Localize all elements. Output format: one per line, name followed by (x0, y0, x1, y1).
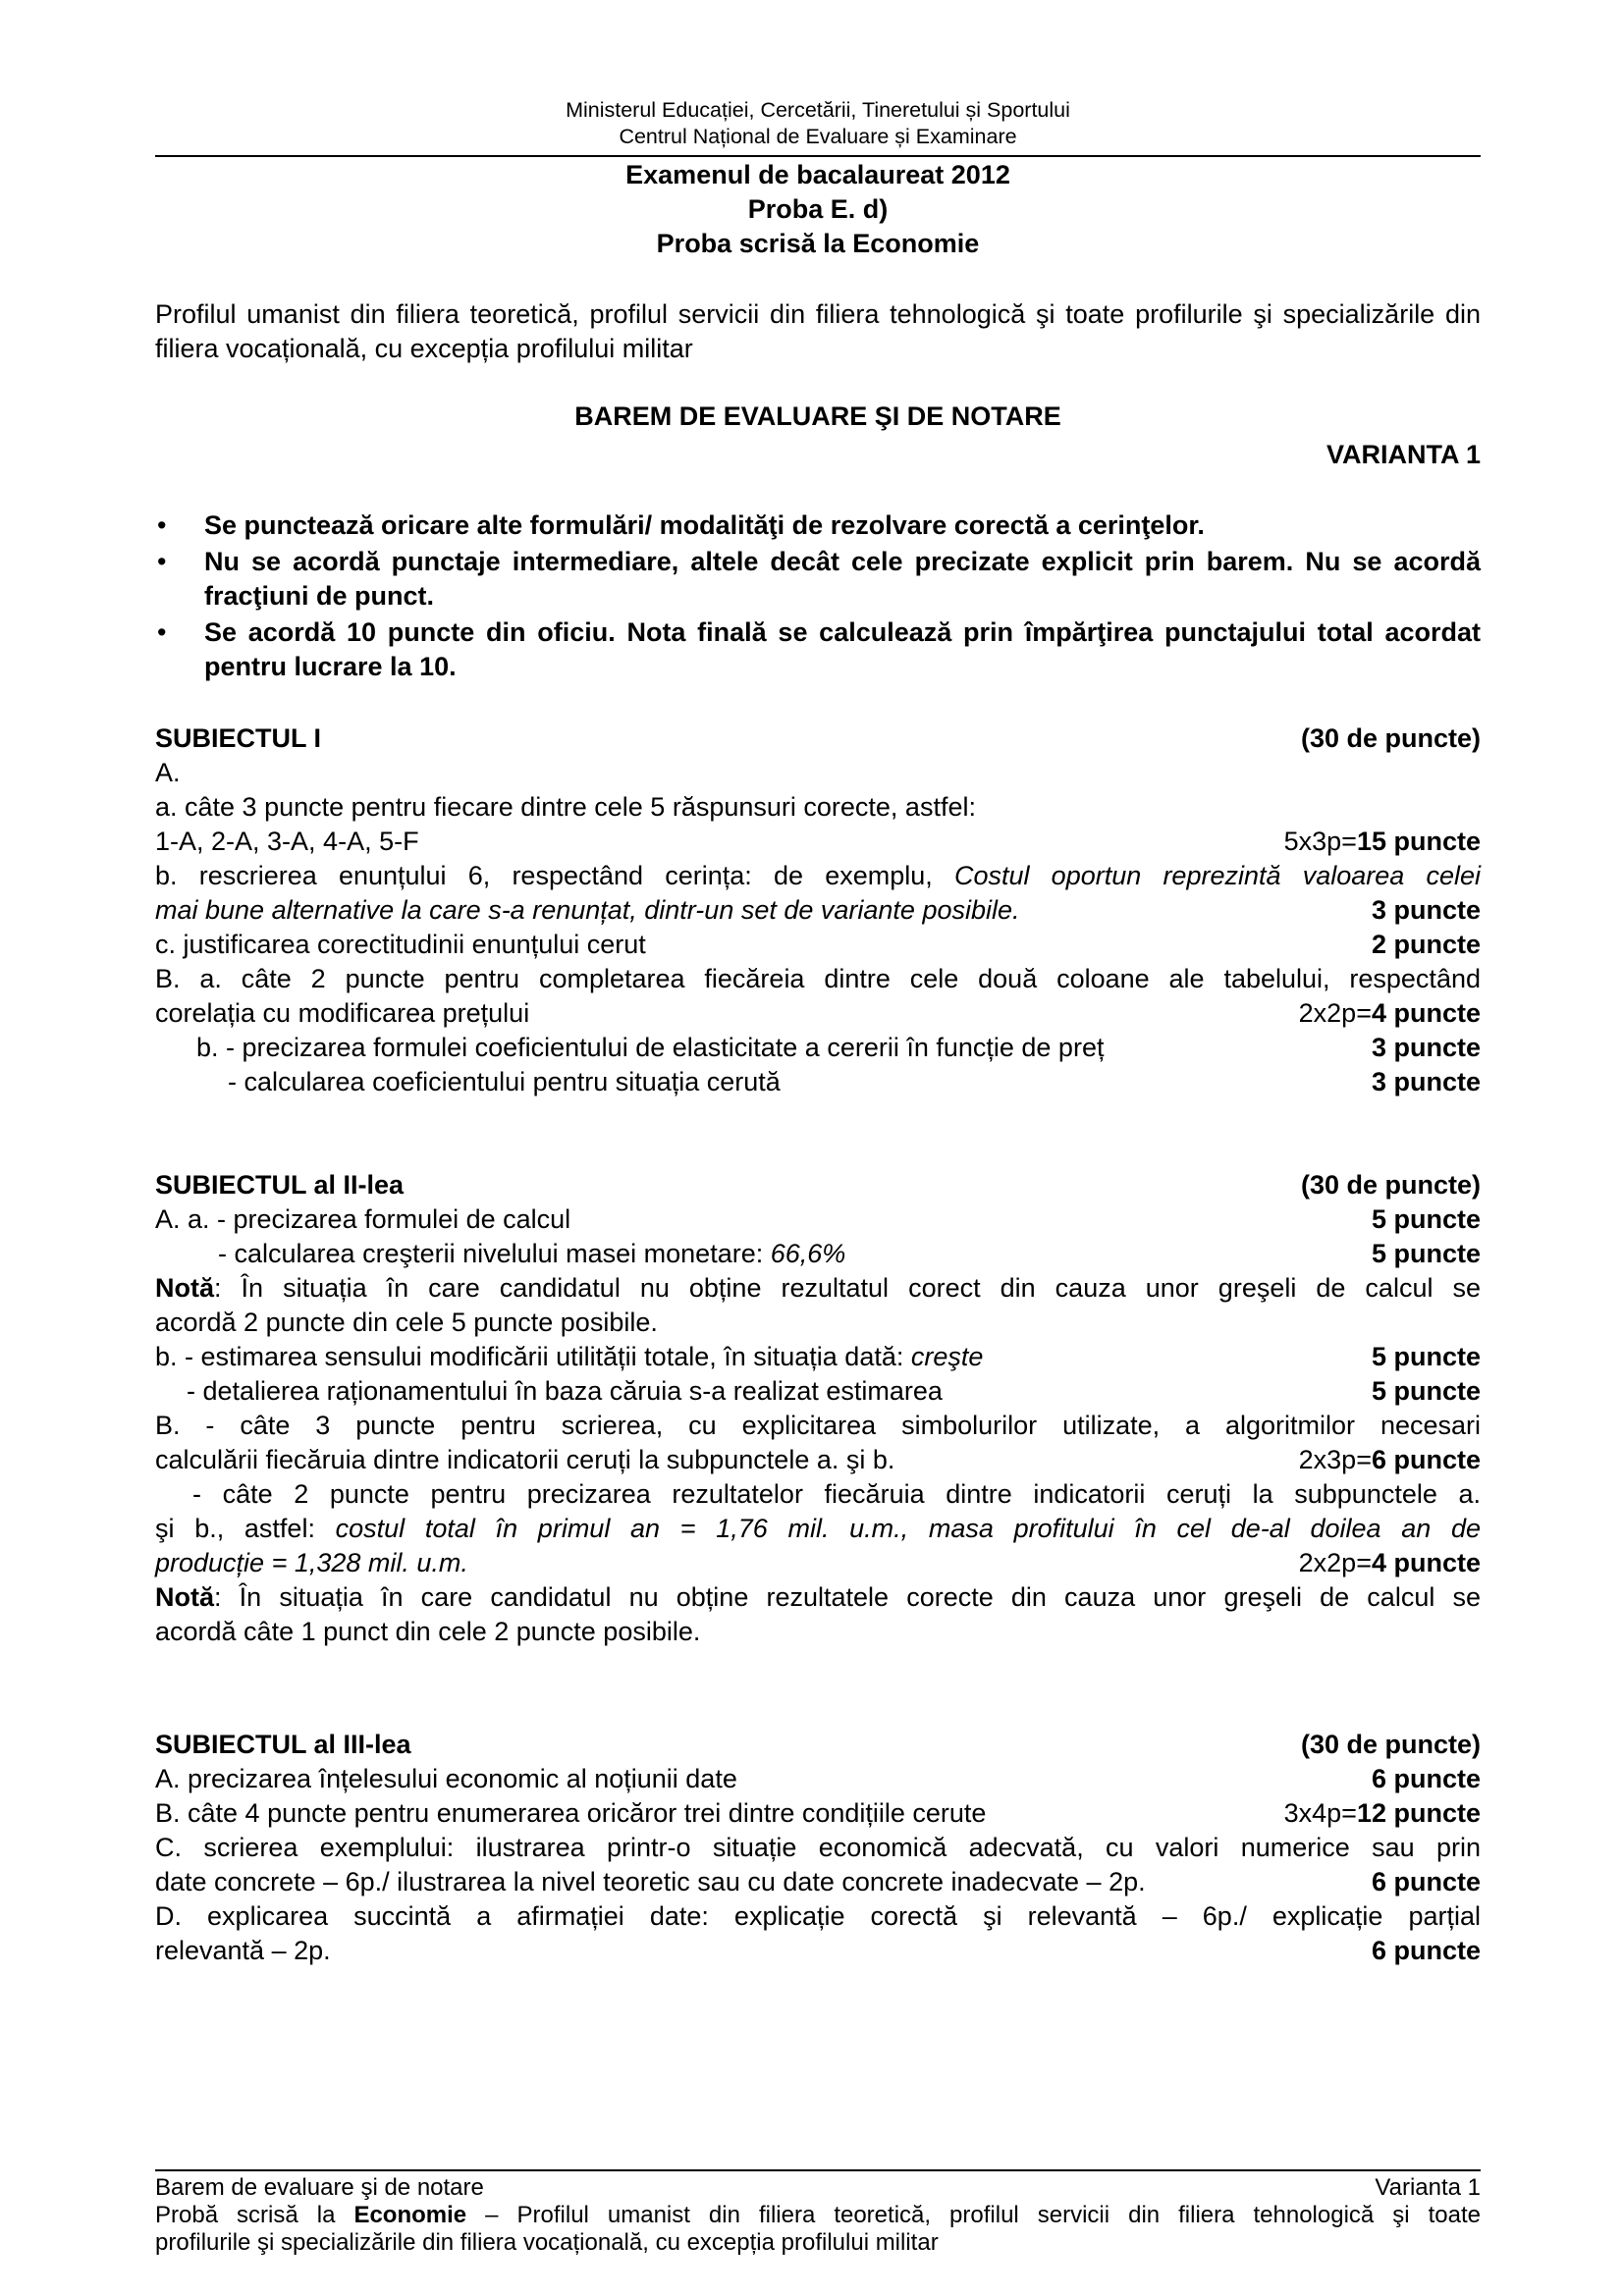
s2-B-line1: B. - câte 3 puncte pentru scrierea, cu explicitarea simbolurilor utilizate, a algoritmilor necesari (155, 1411, 1481, 1440)
ministry-line: Ministerul Educației, Cercetării, Tineretului și Sportului (566, 98, 1070, 122)
bullet-text: Nu se acordă punctaje intermediare, altele decât cele precizate explicit prin barem. Nu se acordă fracţiuni de punct. (204, 547, 1481, 611)
points: 5 puncte (1371, 1204, 1481, 1234)
section-1-heading (155, 721, 1481, 756)
answers-points: 5x3p=15 puncte (1283, 827, 1481, 856)
footer-line3: profilurile şi specializările din filiera vocațională, cu excepția profilului militar (155, 2229, 939, 2256)
points: 3 puncte (1371, 1067, 1481, 1096)
bullet-dot-icon: • (157, 510, 167, 540)
s2-B-line2: calculării fiecăruia dintre indicatorii ceruți la subpunctele a. şi b. 2x3p=6 puncte (155, 1443, 1481, 1477)
s1-b-line2: mai bune alternative la care s-a renunțat, dintr-un set de variante posibile. 3 puncte (155, 893, 1481, 928)
s3-C-line1: C. scrierea exemplului: ilustrarea printr-o situație economică adecvată, cu valori numerice sau prin (155, 1833, 1481, 1862)
points: 2x2p=4 puncte (1298, 998, 1481, 1028)
section-points: (30 de puncte) (1300, 1730, 1481, 1759)
s2-aa1: A. a. - precizarea formulei de calcul 5 puncte (155, 1202, 1481, 1237)
s2-B2-line3: producție = 1,328 mil. u.m. 2x2p=4 puncte (155, 1546, 1481, 1580)
points: 3 puncte (1371, 895, 1481, 925)
header-divider (155, 155, 1481, 157)
section-3-heading (155, 1728, 1481, 1762)
s1-a-line: a. câte 3 puncte pentru fiecare dintre cele 5 răspunsuri corecte, astfel: (155, 792, 976, 822)
barem-title: BAREM DE EVALUARE ŞI DE NOTARE (574, 401, 1061, 431)
varianta-label: VARIANTA 1 (1325, 440, 1481, 469)
s1-answers-row (155, 825, 1481, 859)
profile-text: Profilul umanist din filiera teoretică, profilul servicii din filiera tehnologică şi toate profilurile şi specializările din filiera vocațională, cu excepția profilului militar (155, 299, 1481, 363)
points: 5 puncte (1371, 1376, 1481, 1406)
s1-bb-line2: - calcularea coeficientului pentru situația cerută 3 puncte (155, 1065, 1481, 1099)
s1-ba-line2: corelația cu modificarea prețului 2x2p=4 puncte (155, 996, 1481, 1031)
footer-right: Varianta 1 (1375, 2174, 1481, 2201)
points: 6 puncte (1371, 1936, 1481, 1965)
s3-D-line2: relevantă – 2p. 6 puncte (155, 1934, 1481, 1968)
points: 6 puncte (1371, 1764, 1481, 1793)
footer-line2: Probă scrisă la Economie – Profilul umanist din filiera teoretică, profilul servicii din filiera tehnologică şi toate (155, 2202, 1481, 2228)
bullet-text: Se punctează oricare alte formulări/ modalităţi de rezolvare corectă a cerinţelor. (204, 510, 1205, 540)
points: 2x2p=4 puncte (1298, 1548, 1481, 1577)
s2-nota1-line1: Notă: În situația în care candidatul nu obține rezultatul corect din cauza unor greşeli de calcul se (155, 1273, 1481, 1303)
s1-b-line1: b. rescrierea enunțului 6, respectând cerința: de exemplu, Costul oportun reprezintă valoarea celei (155, 861, 1481, 890)
bullet-text: Se acordă 10 puncte din oficiu. Nota finală se calculează prin împărţirea punctajului total acordat pentru lucrare la 10. (204, 617, 1481, 681)
s3-D-line1: D. explicarea succintă a afirmației date: explicație corectă şi relevantă – 6p./ explicație parțial (155, 1901, 1481, 1931)
answers-key: 1-A, 2-A, 3-A, 4-A, 5-F (155, 827, 419, 856)
points: 5 puncte (1371, 1239, 1481, 1268)
s1-bb-line1: b. - precizarea formulei coeficientului de elasticitate a cererii în funcție de preț 3 puncte (155, 1031, 1481, 1065)
section-points: (30 de puncte) (1300, 1170, 1481, 1200)
s2-nota2-line2: acordă câte 1 punct din cele 2 puncte posibile. (155, 1617, 701, 1646)
section-title: SUBIECTUL al II-lea (155, 1170, 405, 1200)
s2-b1: b. - estimarea sensului modificării utilității totale, în situația dată: creşte 5 puncte (155, 1340, 1481, 1374)
points: 6 puncte (1371, 1867, 1481, 1896)
s3-A: A. precizarea înțelesului economic al noțiunii date 6 puncte (155, 1762, 1481, 1796)
section-2-heading (155, 1168, 1481, 1202)
s2-nota1-line2: acordă 2 puncte din cele 5 puncte posibile. (155, 1308, 658, 1337)
footer-line1 (155, 2174, 1481, 2201)
points: 2 puncte (1371, 930, 1481, 959)
proba-scrisa-title: Proba scrisă la Economie (656, 229, 980, 258)
s2-B2-line2: şi b., astfel: costul total în primul an = 1,76 mil. u.m., masa profitului în cel de-al doilea an de (155, 1514, 1481, 1543)
s3-C-line2: date concrete – 6p./ ilustrarea la nivel teoretic sau cu date concrete inadecvate – 2p. 6 puncte (155, 1865, 1481, 1899)
section-title: SUBIECTUL al III-lea (155, 1730, 411, 1759)
section-title: SUBIECTUL I (155, 723, 322, 753)
footer-left: Barem de evaluare şi de notare (155, 2174, 484, 2201)
bullet-item (155, 545, 1481, 614)
points: 3 puncte (1371, 1033, 1481, 1062)
points: 5 puncte (1371, 1342, 1481, 1371)
section-points: (30 de puncte) (1300, 723, 1481, 753)
s2-b2: - detalierea raționamentului în baza căruia s-a realizat estimarea 5 puncte (155, 1374, 1481, 1409)
bullet-dot-icon: • (157, 547, 167, 576)
s2-aa2: - calcularea creşterii nivelului masei monetare: 66,6% 5 puncte (155, 1237, 1481, 1271)
exam-title: Examenul de bacalaureat 2012 (625, 160, 1010, 189)
s2-nota2-line1: Notă: În situația în care candidatul nu obține rezultatele corecte din cauza unor greşeli de calcul se (155, 1582, 1481, 1612)
bullet-item (155, 508, 1481, 543)
s3-B: B. câte 4 puncte pentru enumerarea oricăror trei dintre condițiile cerute 3x4p=12 puncte (155, 1796, 1481, 1831)
varianta-row (155, 438, 1481, 472)
points: 3x4p=12 puncte (1283, 1798, 1481, 1828)
proba-title: Proba E. d) (747, 194, 889, 224)
s2-B2-line1: - câte 2 puncte pentru precizarea rezultatelor fiecăruia dintre indicatorii ceruți la subpunctele a. (192, 1479, 1481, 1509)
footer-divider (155, 2169, 1481, 2171)
s1-a-label: A. (155, 758, 181, 787)
bullet-dot-icon: • (157, 617, 167, 647)
points: 2x3p=6 puncte (1298, 1445, 1481, 1474)
bullet-item (155, 615, 1481, 684)
center-line: Centrul Național de Evaluare și Examinare (619, 125, 1017, 148)
s1-c-line: c. justificarea corectitudinii enunțului cerut 2 puncte (155, 928, 1481, 962)
s1-ba-line1: B. a. câte 2 puncte pentru completarea fiecăreia dintre cele două coloane ale tabelului, respectând (155, 964, 1481, 993)
